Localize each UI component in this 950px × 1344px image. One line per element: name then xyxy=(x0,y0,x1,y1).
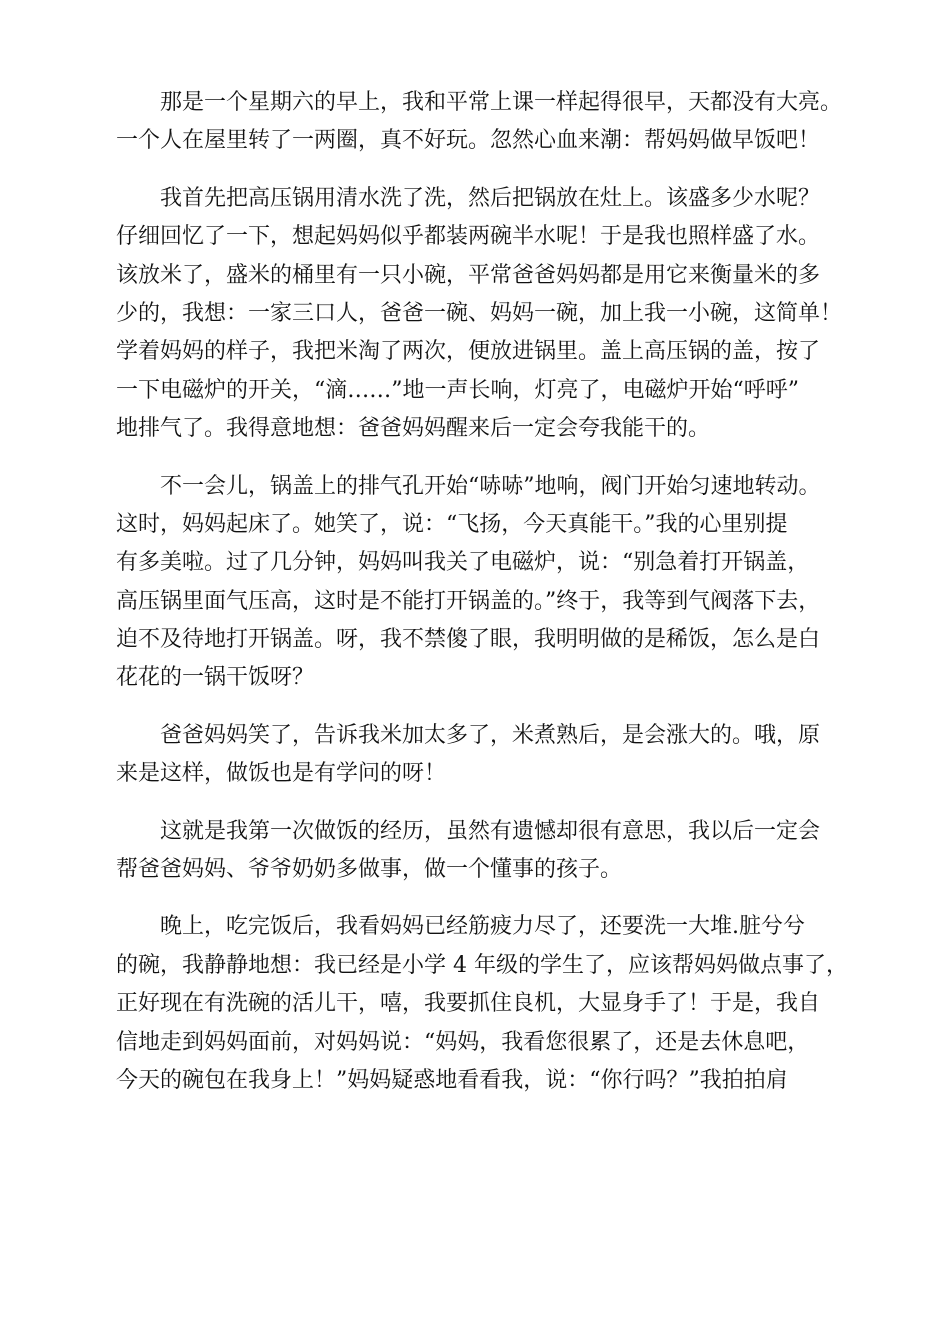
text-line: 信地走到妈妈面前，对妈妈说：“妈妈，我看您很累了，还是去休息吧， xyxy=(116,1029,810,1055)
text-line: 地排气了。我得意地想：爸爸妈妈醒来后一定会夸我能干的。 xyxy=(116,416,711,442)
paragraph-3 xyxy=(116,468,846,698)
paragraph-4 xyxy=(116,717,846,794)
text-line: 那是一个星期六的早上，我和平常上课一样起得很早，天都没有大亮。 xyxy=(160,90,843,115)
text-line: 仔细回忆了一下，想起妈妈似乎都装两碗半水呢！于是我也照样盛了水。 xyxy=(116,224,821,250)
text-line: 迫不及待地打开锅盖。呀，我不禁傻了眼，我明明做的是稀饭，怎么是白 xyxy=(116,627,821,653)
paragraph-1 xyxy=(116,84,846,161)
text-line: 一下电磁炉的开关，“滴……”地一声长响，灯亮了，电磁炉开始“呼呼” xyxy=(116,377,799,403)
text-line: 晚上，吃完饭后，我看妈妈已经筋疲力尽了，还要洗一大堆.脏兮兮 xyxy=(160,914,805,940)
paragraph-6 xyxy=(116,908,846,1100)
document-body xyxy=(116,84,846,1119)
text-line: 花花的一锅干饭呀？ xyxy=(116,665,315,691)
text-line: 今天的碗包在我身上！”妈妈疑惑地看看我，说：“你行吗？”我拍拍肩 xyxy=(116,1067,788,1093)
text-line: 学着妈妈的样子，我把米淘了两次，便放进锅里。盖上高压锅的盖，按了 xyxy=(116,339,821,365)
text-line: 一个人在屋里转了一两圈，真不好玩。忽然心血来潮：帮妈妈做早饭吧！ xyxy=(116,128,821,154)
paragraph-5 xyxy=(116,813,846,890)
text-line: 正好现在有洗碗的活儿干，嘻，我要抓住良机，大显身手了！于是，我自 xyxy=(116,991,821,1017)
text-line: 爸爸妈妈笑了，告诉我米加太多了，米煮熟后，是会涨大的。哦，原 xyxy=(160,722,821,748)
text-line: 来是这样，做饭也是有学问的呀！ xyxy=(116,761,447,787)
text-line: 我首先把高压锅用清水洗了洗，然后把锅放在灶上。该盛多少水呢？ xyxy=(160,185,821,211)
paragraph-2 xyxy=(116,180,846,449)
text-line: 少的，我想：一家三口人，爸爸一碗、妈妈一碗，加上我一小碗，这简单！ xyxy=(116,300,843,326)
text-line: 这时，妈妈起床了。她笑了，说：“飞扬，今天真能干。”我的心里别提 xyxy=(116,511,788,537)
text-line: 的碗，我静静地想：我已经是小学 4 年级的学生了，应该帮妈妈做点事了， xyxy=(116,952,848,978)
text-line: 该放米了，盛米的桶里有一只小碗，平常爸爸妈妈都是用它来衡量米的多 xyxy=(116,262,821,288)
text-line: 帮爸爸妈妈、爷爷奶奶多做事，做一个懂事的孩子。 xyxy=(116,857,623,883)
text-line: 高压锅里面气压高，这时是不能打开锅盖的。”终于，我等到气阀落下去， xyxy=(116,588,821,614)
text-line: 这就是我第一次做饭的经历，虽然有遗憾却很有意思，我以后一定会 xyxy=(160,818,821,844)
text-line: 不一会儿，锅盖上的排气孔开始“哧哧”地响，阀门开始匀速地转动。 xyxy=(160,473,821,499)
text-line: 有多美啦。过了几分钟，妈妈叫我关了电磁炉，说：“别急着打开锅盖， xyxy=(116,550,810,576)
